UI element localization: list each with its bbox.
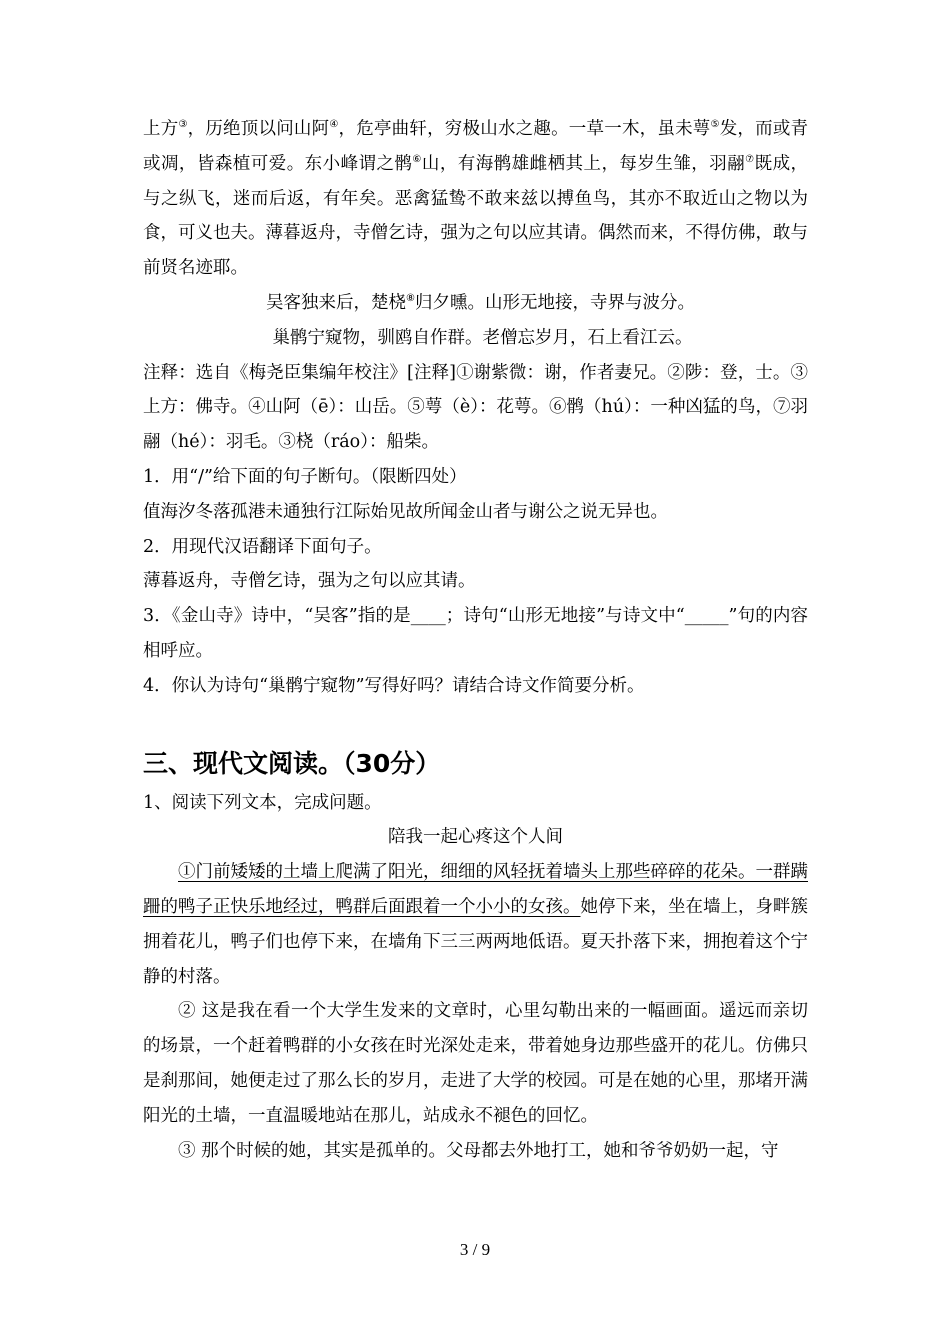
footnote-mark: ⑥ xyxy=(412,153,422,165)
footnote-mark: ⑤ xyxy=(710,119,720,130)
footnote-mark: ④ xyxy=(329,119,339,130)
footnote-mark: ⑧ xyxy=(406,292,415,304)
section-intro: 1、阅读下列文本，完成问题。 xyxy=(143,792,382,813)
article-paragraph-3: ③ 那个时候的她，其实是孤单的。父母都去外地打工，她和爷爷奶奶一起，守 xyxy=(178,1140,779,1161)
article-paragraph-1: ①门前矮矮的土墙上爬满了阳光，细细的风轻抚着墙头上那些碎碎的花朵。一群蹒跚的鸭子正快乐地经过，鸭群后面跟着一个小小的女孩。她停下来，坐在墙上，身畔簇拥着花儿，鸭子们也停下来，在墙角下三三两两地低语。夏天扑落下来，拥抱着这个宁静的村落。 xyxy=(143,862,808,987)
footnote-mark: ③ xyxy=(178,119,188,130)
underlined-sentence: ①门前矮矮的土墙上爬满了阳光，细细的风轻抚着墙头上那些碎碎的花朵。一群蹒跚的鸭子正快乐地经过，鸭群后面跟着一个小小的女孩。 xyxy=(143,862,808,917)
page-content xyxy=(143,112,808,1168)
question-2: 2．用现代汉语翻译下面句子。 xyxy=(143,536,382,557)
question-3: 3．《金山寺》诗中，“吴客”指的是____；诗句“山形无地接”与诗文中“_____”句的内容相呼应。 xyxy=(143,606,809,661)
poem-line-1: 吴客独来后，楚桡⑧归夕曛。山形无地接，寺界与波分。 xyxy=(266,292,695,313)
question-4: 4．你认为诗句“巢鹘宁窥物”写得好吗？请结合诗文作简要分析。 xyxy=(143,675,645,696)
article-paragraph-2: ② 这是我在看一个大学生发来的文章时，心里勾勒出来的一幅画面。遥远而亲切的场景，一个赶着鸭群的小女孩在时光深处走来，带着她身边那些盛开的花儿。仿佛只是刹那间，她便走过了那么长的岁月，走进了大学的校园。可是在她的心里，那堵开满阳光的土墙，一直温暖地站在那儿，站成永不褪色的回忆。 xyxy=(143,1001,808,1126)
question-2-text: 薄暮返舟，寺僧乞诗，强为之句以应其请。 xyxy=(143,571,476,592)
poem-line-2: 巢鹘宁窥物，驯鸥自作群。老僧忘岁月，石上看江云。 xyxy=(272,327,693,348)
page-number: 3 / 9 xyxy=(459,1240,491,1259)
footnote-mark: ⑦ xyxy=(745,153,755,165)
answer-blank[interactable]: ____ xyxy=(410,606,446,627)
annotation-notes: 注释：选自《梅尧臣集编年校注》[注释]①谢紫微：谢，作者妻兄。②陟：登，士。③上方：佛寺。④山阿（ē）：山岳。⑤萼（è）：花萼。⑥鹘（hú）：一种凶猛的鸟，⑦羽翮（hé）：羽毛。③桡（ráo）：船柴。 xyxy=(143,362,808,453)
classical-passage-paragraph: 上方③，历绝顶以问山阿④，危亭曲轩，穷极山水之趣。一草一木，虽未萼⑤发，而或青或凋，皆森植可爱。东小峰谓之鹘⑥山，有海鹘雄雌栖其上，每岁生雏，羽翮⑦既成，与之纵飞，迷而后返，有年矣。恶禽猛鸷不敢来兹以搏鱼鸟，其亦不取近山之物以为食，可义也夫。薄暮返舟，寺僧乞诗，强为之句以应其请。偶然而来，不得仿佛，敢与前贤名迹耶。 xyxy=(143,119,809,279)
question-1: 1．用“/”给下面的句子断句。（限断四处） xyxy=(143,466,467,487)
section-title: 三、现代文阅读。（30分） xyxy=(143,748,441,778)
answer-blank[interactable]: _____ xyxy=(684,606,729,627)
question-1-text: 值海汐冬落孤港未通独行江际始见故所闻金山者与谢公之说无异也。 xyxy=(143,501,668,522)
article-title: 陪我一起心疼这个人间 xyxy=(388,827,563,848)
